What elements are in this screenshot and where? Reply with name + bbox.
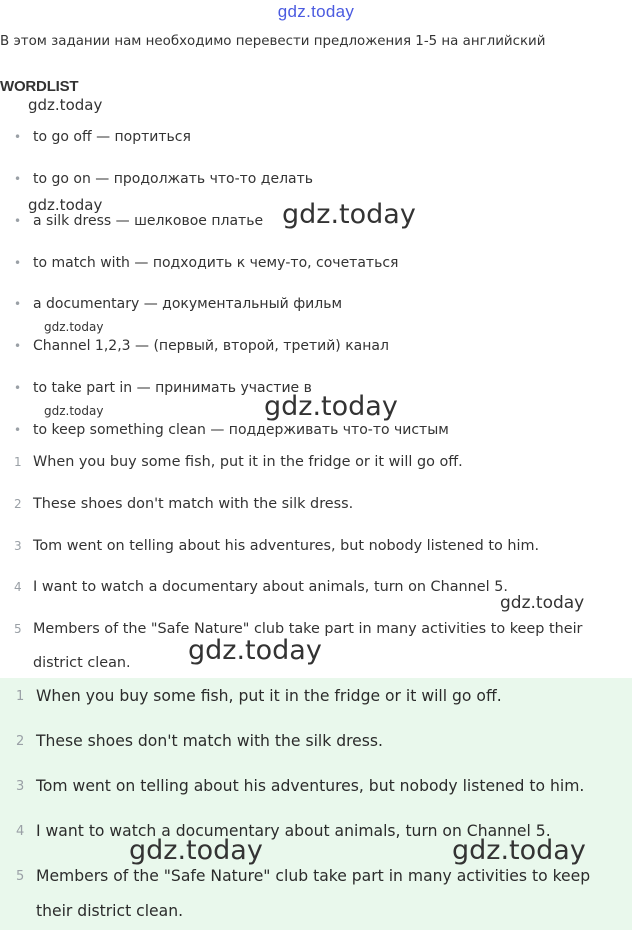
answer-text: Tom went on telling about his adventures, but nobody listened to him. xyxy=(36,777,585,795)
wordlist-item-text: to keep something clean — поддерживать что-то чистым xyxy=(33,422,449,438)
wordlist-item xyxy=(14,255,398,271)
answer-text: I want to watch a documentary about animals, turn on Channel 5. xyxy=(36,822,551,840)
answer-text-continued: their district clean. xyxy=(36,902,184,920)
watermark: gdz.today xyxy=(452,835,586,866)
watermark: gdz.today xyxy=(129,835,263,866)
wordlist-item xyxy=(14,213,263,229)
wordlist-item xyxy=(14,380,312,396)
wordlist-item-text: Channel 1,2,3 — (первый, второй, третий) канал xyxy=(33,338,389,354)
wordlist-item-text: a documentary — документальный фильм xyxy=(33,296,343,312)
item-number: 4 xyxy=(16,824,25,839)
bullet-icon: • xyxy=(14,214,22,228)
sentence-text: Tom went on telling about his adventures, but nobody listened to him. xyxy=(33,538,540,554)
bullet-icon: • xyxy=(14,381,22,395)
sentence-text: When you buy some fish, put it in the fridge or it will go off. xyxy=(33,454,463,470)
wordlist-item-text: a silk dress — шелковое платье xyxy=(33,213,264,229)
wordlist-item-text: to match with — подходить к чему-то, сочетаться xyxy=(33,255,399,271)
bullet-icon: • xyxy=(14,172,22,186)
item-number: 2 xyxy=(14,497,22,511)
item-number: 3 xyxy=(16,779,25,794)
wordlist-item xyxy=(14,129,191,145)
watermark: gdz.today xyxy=(282,199,416,230)
item-number: 2 xyxy=(16,734,25,749)
watermark: gdz.today xyxy=(44,320,104,334)
wordlist-item-text: to go off — портиться xyxy=(33,129,191,145)
sentence-text: Members of the "Safe Nature" club take part in many activities to keep their xyxy=(33,621,583,637)
bullet-icon: • xyxy=(14,256,22,270)
wordlist-item xyxy=(14,338,389,354)
watermark: gdz.today xyxy=(44,404,104,418)
watermark: gdz.today xyxy=(188,635,322,666)
watermark: gdz.today xyxy=(264,391,398,422)
answer-text: These shoes don't match with the silk dress. xyxy=(36,732,383,750)
bullet-icon: • xyxy=(14,423,22,437)
wordlist-item-text: to go on — продолжать что-то делать xyxy=(33,171,314,187)
sentence-text-continued: district clean. xyxy=(33,655,131,671)
bullet-icon: • xyxy=(14,130,22,144)
wordlist-item-text: to take part in — принимать участие в xyxy=(33,380,312,396)
wordlist-title: WORDLIST xyxy=(0,78,79,95)
watermark: gdz.today xyxy=(28,196,103,214)
watermark: gdz.today xyxy=(500,593,585,613)
item-number: 4 xyxy=(14,580,22,594)
wordlist-item xyxy=(14,171,313,187)
item-number: 1 xyxy=(16,689,25,704)
answer-text: When you buy some fish, put it in the fridge or it will go off. xyxy=(36,687,502,705)
site-link[interactable]: gdz.today xyxy=(277,2,355,21)
bullet-icon: • xyxy=(14,297,22,311)
sentence-text: I want to watch a documentary about animals, turn on Channel 5. xyxy=(33,579,508,595)
item-number: 3 xyxy=(14,539,22,553)
intro-text: В этом задании нам необходимо перевести предложения 1-5 на английский xyxy=(0,34,546,49)
wordlist-item xyxy=(14,422,449,438)
sentence-text: These shoes don't match with the silk dress. xyxy=(33,496,354,512)
answer-text: Members of the "Safe Nature" club take part in many activities to keep xyxy=(36,867,591,885)
item-number: 5 xyxy=(16,869,25,884)
bullet-icon: • xyxy=(14,339,22,353)
wordlist-item xyxy=(14,296,342,312)
answer-panel xyxy=(0,678,632,930)
watermark: gdz.today xyxy=(28,96,103,114)
item-number: 1 xyxy=(14,455,22,469)
item-number: 5 xyxy=(14,622,22,636)
